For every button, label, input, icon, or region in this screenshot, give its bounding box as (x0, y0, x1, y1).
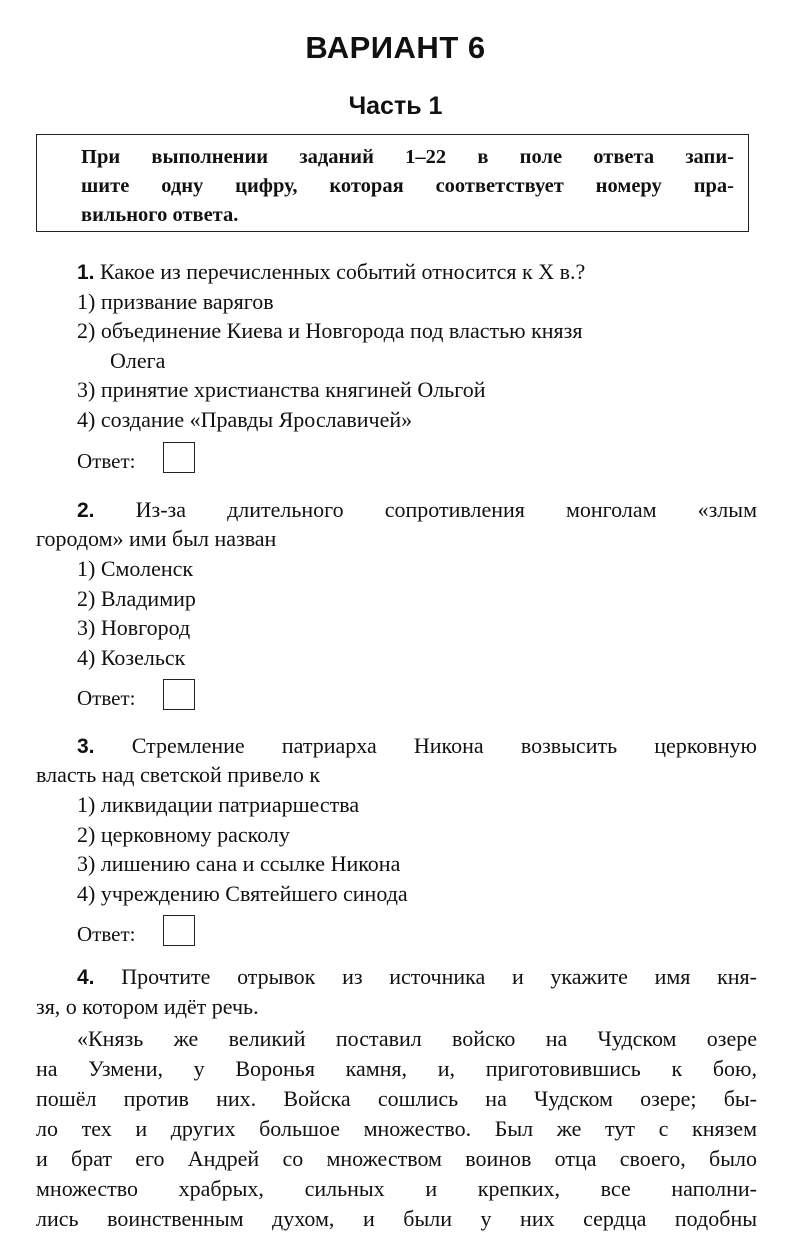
question-number: 1. (77, 261, 95, 284)
answer-box-3[interactable] (163, 915, 195, 946)
question-text: Какое из перечисленных событий относится к X в.? (100, 259, 586, 284)
answer-label: Ответ: (77, 922, 136, 946)
option: 4) учреждению Святейшего синода (77, 881, 408, 906)
variant-title: ВАРИАНТ 6 (305, 30, 486, 65)
option: 2) Владимир (77, 586, 196, 611)
instruction-line: шите одну цифру, которая соответствует номеру пра- (81, 175, 734, 197)
passage-line: «Князь же великий поставил войско на Чудском озере (77, 1026, 757, 1051)
question-text: Прочтите отрывок из источника и укажите имя кня- (121, 964, 758, 989)
question-4 (77, 962, 757, 993)
option-continuation: Олега (110, 348, 166, 373)
question-number: 2. (77, 499, 95, 522)
option: 1) ликвидации патриаршества (77, 792, 360, 817)
question-number: 4. (77, 966, 95, 989)
question-3 (77, 731, 757, 762)
passage-line: пошёл против них. Войска сошлись на Чудском озере; бы- (36, 1086, 757, 1111)
question-text: зя, о котором идёт речь. (36, 994, 259, 1019)
instruction-line: При выполнении заданий 1–22 в поле ответа запи- (81, 146, 734, 168)
passage-line: на Узмени, у Воронья камня, и, приготовившись к бою, (36, 1056, 757, 1081)
option: 1) Смоленск (77, 556, 194, 581)
question-2 (77, 495, 757, 526)
question-text: Из-за длительного сопротивления монголам «злым (135, 497, 757, 522)
part-title: Часть 1 (348, 92, 443, 120)
answer-label: Ответ: (77, 686, 136, 710)
question-1 (77, 257, 585, 288)
passage-line: множество храбрых, сильных и крепких, все наполни- (36, 1176, 757, 1201)
answer-box-1[interactable] (163, 442, 195, 473)
option: 2) объединение Киева и Новгорода под властью князя (77, 318, 583, 343)
option: 1) призвание варягов (77, 289, 274, 314)
instruction-box (36, 134, 749, 232)
option: 3) принятие христианства княгиней Ольгой (77, 377, 486, 402)
question-text: городом» ими был назван (36, 526, 277, 551)
question-text: Стремление патриарха Никона возвысить церковную (131, 733, 757, 758)
option: 2) церковному расколу (77, 822, 290, 847)
passage-line: лись воинственным духом, и были у них сердца подобны (36, 1206, 757, 1231)
instruction-line: вильного ответа. (81, 204, 239, 226)
option: 4) создание «Правды Ярославичей» (77, 407, 413, 432)
option: 3) Новгород (77, 615, 191, 640)
option: 4) Козельск (77, 645, 186, 670)
answer-label: Ответ: (77, 449, 136, 473)
passage-line: и брат его Андрей со множеством воинов отца своего, было (36, 1146, 757, 1171)
answer-box-2[interactable] (163, 679, 195, 710)
question-text: власть над светской привело к (36, 762, 321, 787)
passage-line: ло тех и других большое множество. Был же тут с князем (36, 1116, 757, 1141)
option: 3) лишению сана и ссылке Никона (77, 851, 401, 876)
question-number: 3. (77, 735, 95, 758)
